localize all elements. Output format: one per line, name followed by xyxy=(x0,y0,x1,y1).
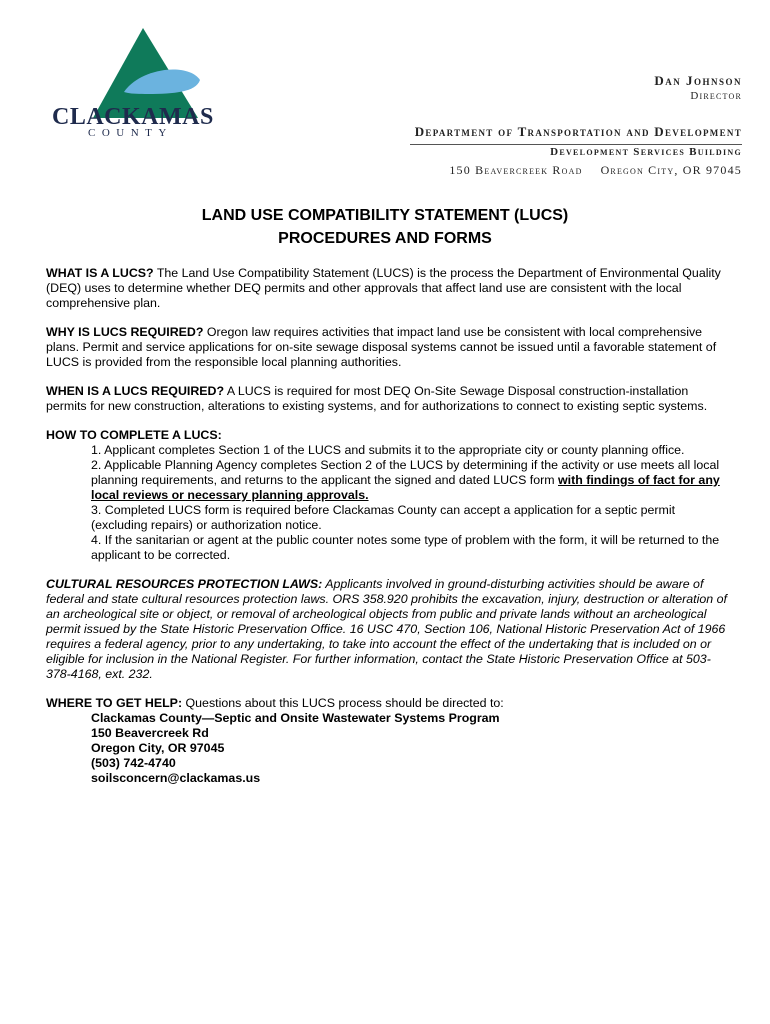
how-step-2-emphasis: with findings of fact for any local reviews or necessary planning approvals. xyxy=(91,473,720,502)
title-line-2: PROCEDURES AND FORMS xyxy=(278,230,492,247)
section-when xyxy=(46,384,732,414)
how-step-2 xyxy=(46,458,732,503)
department-name: Department of Transportation and Development xyxy=(414,124,742,139)
logo-county-text: COUNTY xyxy=(88,127,173,139)
section-what xyxy=(46,266,732,311)
building-name: Development Services Building xyxy=(550,146,742,158)
section-cultural xyxy=(46,577,732,682)
section-help-text: Questions about this LUCS process should be directed to: xyxy=(182,696,504,710)
help-city: Oregon City, OR 97045 xyxy=(91,741,225,755)
section-cultural-heading: CULTURAL RESOURCES PROTECTION LAWS: xyxy=(46,577,323,591)
city-address: Oregon City, OR 97045 xyxy=(600,163,742,177)
document-body xyxy=(46,266,732,786)
help-phone: (503) 742-4740 xyxy=(91,756,176,770)
help-contact-block xyxy=(46,711,732,786)
document-title xyxy=(0,204,770,250)
street-address: 150 Beavercreek Road xyxy=(449,163,583,177)
help-street: 150 Beavercreek Rd xyxy=(91,726,209,740)
director-name: Dan Johnson xyxy=(654,73,742,88)
how-step-4: 4. If the sanitarian or agent at the public counter notes some type of problem with the form, it will be returned to the applicant to be corrected. xyxy=(91,533,720,562)
section-cultural-text: Applicants involved in ground-disturbing activities should be aware of federal and state cultural resources protection laws. ORS 358.920 prohibits the excavation, injury, destruction or alteration of an archeological site or object, or removal of archeological objects from public and private lands without an archeological permit issued by the State Historic Preservation Office. 16 USC 470, Section 106, National Historic Preservation Act of 1966 requires a federal agency, prior to any undertaking, to take into account the effect of the undertaking that is included on or eligible for inclusion in the National Register. For further information, contact the State Historic Preservation Office at 503-378-4168, ext. 232. xyxy=(46,577,727,681)
section-why-text: Oregon law requires activities that impact land use be consistent with local comprehensive plans. Permit and service applications for on-site sewage disposal systems cannot be issued until a favorable statement of LUCS is provided from the responsible local planning authorities. xyxy=(46,325,717,369)
help-program-name: Clackamas County—Septic and Onsite Wastewater Systems Program xyxy=(91,711,500,725)
title-line-1: LAND USE COMPATIBILITY STATEMENT (LUCS) xyxy=(201,207,569,224)
director-title: Director xyxy=(690,90,742,102)
help-email[interactable]: soilsconcern@clackamas.us xyxy=(91,771,261,785)
section-how xyxy=(46,428,732,563)
section-help xyxy=(46,696,732,786)
section-what-heading: WHAT IS A LUCS? xyxy=(46,266,154,280)
section-when-text: A LUCS is required for most DEQ On-Site Sewage Disposal construction-installation permits for new construction, alterations to existing systems, and for authorizations to connect to existing septic systems. xyxy=(46,384,708,413)
section-why xyxy=(46,325,732,370)
header-divider xyxy=(410,144,742,145)
how-step-3: 3. Completed LUCS form is required before Clackamas County can accept a application for a septic permit (excluding repairs) or authorization notice. xyxy=(91,503,676,532)
section-what-text: The Land Use Compatibility Statement (LUCS) is the process the Department of Environmental Quality (DEQ) uses to determine whether DEQ permits and other approvals that affect land use are consistent with the local comprehensive plan. xyxy=(46,266,721,310)
how-step-2-text: 2. Applicable Planning Agency completes Section 2 of the LUCS by determining if the activity or use meets all local planning requirements, and returns to the applicant the signed and dated LUCS form xyxy=(91,458,720,487)
logo-wordmark: CLACKAMAS xyxy=(52,104,214,130)
section-when-heading: WHEN IS A LUCS REQUIRED? xyxy=(46,384,225,398)
section-how-heading: HOW TO COMPLETE A LUCS: xyxy=(46,428,222,442)
section-why-heading: WHY IS LUCS REQUIRED? xyxy=(46,325,204,339)
how-step-1: 1. Applicant completes Section 1 of the LUCS and submits it to the appropriate city or county planning office. xyxy=(91,443,685,457)
address-line xyxy=(449,163,742,178)
section-help-heading: WHERE TO GET HELP: xyxy=(46,696,183,710)
